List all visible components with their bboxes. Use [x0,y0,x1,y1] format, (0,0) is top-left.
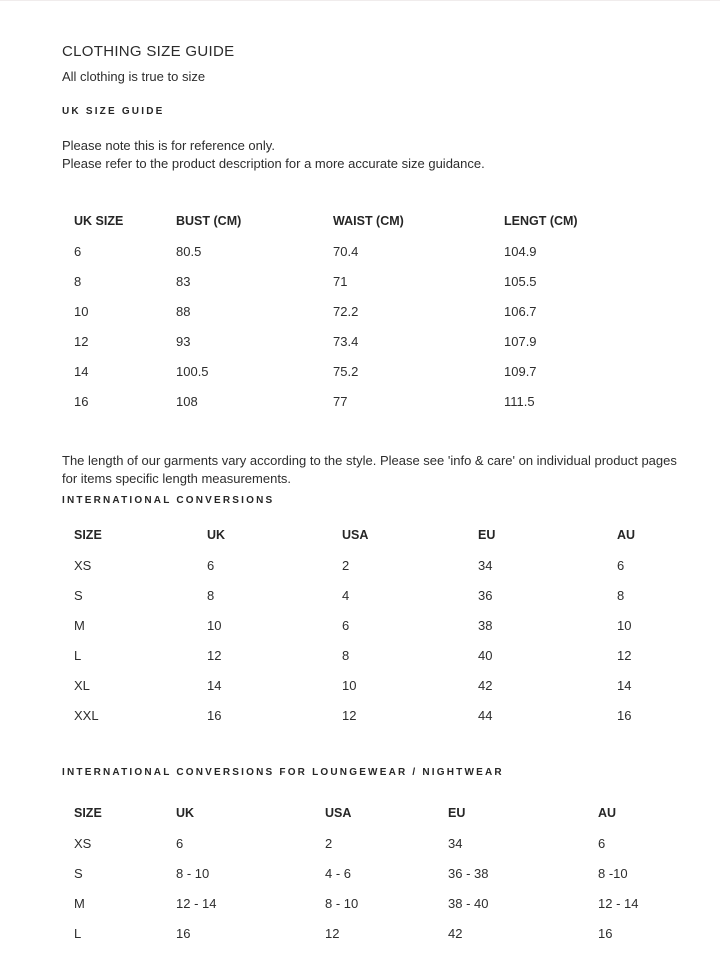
loungewear-conversions-heading: INTERNATIONAL CONVERSIONS FOR LOUNGEWEAR / NIGHTWEAR [62,767,504,778]
table-cell: 104.9 [504,243,537,259]
table-cell: 10 [74,303,89,319]
table-header-row [62,798,695,828]
table-cell: 6 [207,557,215,573]
table-cell: 10 [342,677,357,693]
table-cell: 8 - 10 [176,865,210,881]
table-cell: 8 [342,647,350,663]
column-header: EU [448,806,466,820]
table-cell: 93 [176,333,191,349]
table-cell: 107.9 [504,333,537,349]
table-cell: 16 [207,707,222,723]
table-cell: 8 [74,273,82,289]
table-cell: 109.7 [504,363,537,379]
table-cell: 4 [342,587,350,603]
table-cell: 42 [448,925,463,941]
column-header: UK SIZE [74,214,124,228]
table-cell: 72.2 [333,303,359,319]
table-cell: 106.7 [504,303,537,319]
table-cell: 12 - 14 [176,895,217,911]
table-cell: 12 [325,925,340,941]
table-cell: 14 [207,677,222,693]
uk-size-table [62,206,695,416]
table-cell: 36 [478,587,493,603]
table-row [62,296,695,326]
table-cell: 12 [617,647,632,663]
table-cell: 40 [478,647,493,663]
column-header: WAIST (CM) [333,214,404,228]
table-cell: 8 -10 [598,865,628,881]
table-header-row [62,206,695,236]
column-header: USA [325,806,352,820]
table-cell: XS [74,835,92,851]
table-cell: 8 [207,587,215,603]
column-header: UK [207,528,226,542]
column-header: SIZE [74,806,102,820]
table-cell: 6 [342,617,350,633]
table-cell: 70.4 [333,243,359,259]
table-cell: 8 - 10 [325,895,359,911]
table-row [62,356,695,386]
table-cell: S [74,587,83,603]
table-row [62,858,695,888]
table-cell: XXL [74,707,99,723]
table-cell: S [74,865,83,881]
table-row [62,266,695,296]
table-cell: 8 [617,587,625,603]
column-header: EU [478,528,496,542]
table-cell: 12 - 14 [598,895,639,911]
table-cell: 36 - 38 [448,865,489,881]
table-cell: M [74,895,85,911]
table-header-row [62,520,695,550]
table-cell: 100.5 [176,363,209,379]
table-cell: 111.5 [504,393,535,409]
table-cell: M [74,617,85,633]
international-conversions-table [62,520,695,730]
table-row [62,326,695,356]
table-cell: 10 [207,617,222,633]
table-cell: 6 [617,557,625,573]
column-header: SIZE [74,528,102,542]
table-cell: 16 [598,925,613,941]
column-header: AU [598,806,617,820]
size-guide-page [0,43,720,948]
column-header: UK [176,806,195,820]
reference-note-line2: Please refer to the product description for a more accurate size guidance. [62,156,485,171]
table-cell: 12 [207,647,222,663]
table-cell: 16 [176,925,191,941]
table-row [62,550,695,580]
table-row [62,610,695,640]
table-cell: 16 [74,393,89,409]
table-cell: 44 [478,707,493,723]
table-cell: L [74,647,82,663]
table-cell: XS [74,557,92,573]
table-cell: 16 [617,707,632,723]
reference-note-line1: Please note this is for reference only. [62,138,275,153]
table-cell: 34 [478,557,493,573]
uk-size-guide-heading: UK SIZE GUIDE [62,106,165,117]
table-row [62,670,695,700]
table-cell: 14 [74,363,89,379]
column-header: USA [342,528,369,542]
column-header: BUST (CM) [176,214,242,228]
table-cell: 6 [176,835,184,851]
reference-note [62,137,695,173]
table-row [62,640,695,670]
table-cell: 42 [478,677,493,693]
loungewear-conversions-table [62,798,695,948]
table-cell: 2 [342,557,350,573]
table-cell: L [74,925,82,941]
table-row [62,828,695,858]
table-cell: 83 [176,273,191,289]
table-row [62,580,695,610]
column-header: AU [617,528,636,542]
table-cell: 88 [176,303,191,319]
table-cell: 10 [617,617,632,633]
table-cell: 77 [333,393,348,409]
table-cell: XL [74,677,90,693]
table-row [62,700,695,730]
length-note: The length of our garments vary according to the style. Please see 'info & care' on individual product pages for items specific length measurements. [62,453,677,486]
table-row [62,888,695,918]
table-cell: 73.4 [333,333,359,349]
column-header: LENGT (CM) [504,214,578,228]
table-cell: 71 [333,273,348,289]
table-cell: 6 [74,243,82,259]
international-conversions-heading: INTERNATIONAL CONVERSIONS [62,495,275,506]
table-cell: 2 [325,835,333,851]
table-cell: 108 [176,393,198,409]
table-cell: 80.5 [176,243,202,259]
table-cell: 38 [478,617,493,633]
table-cell: 6 [598,835,606,851]
table-cell: 4 - 6 [325,865,352,881]
table-cell: 105.5 [504,273,537,289]
table-row [62,236,695,266]
table-cell: 14 [617,677,632,693]
table-cell: 34 [448,835,463,851]
intro-text: All clothing is true to size [62,69,206,84]
page-title: CLOTHING SIZE GUIDE [62,43,235,60]
table-row [62,918,695,948]
table-cell: 75.2 [333,363,359,379]
table-cell: 38 - 40 [448,895,489,911]
table-cell: 12 [342,707,357,723]
table-cell: 12 [74,333,89,349]
table-row [62,386,695,416]
